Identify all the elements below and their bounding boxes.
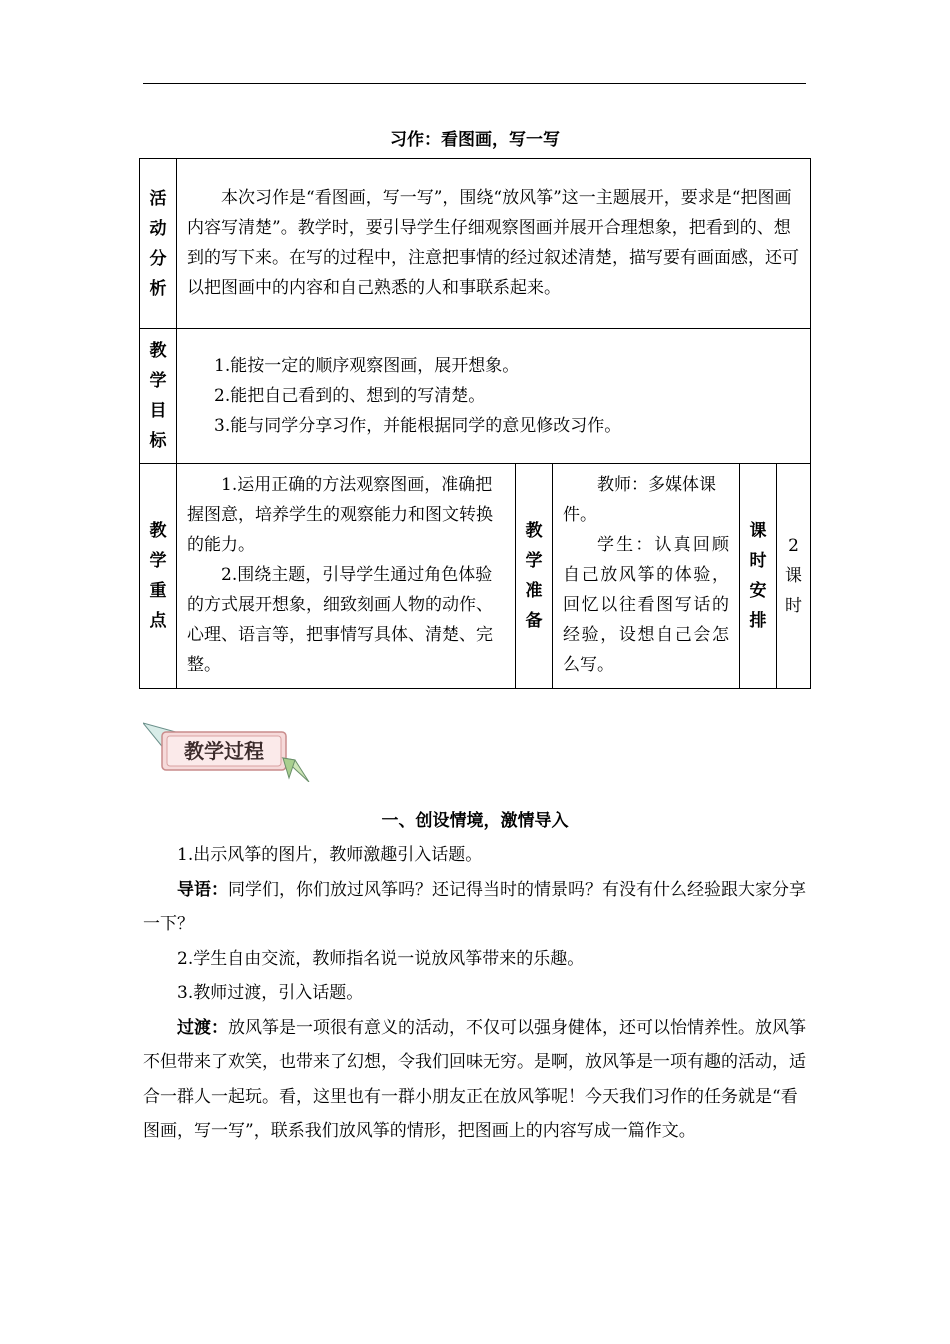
schedule-value: 2 课 时 [777,464,811,689]
goal-item: 2.能把自己看到的、想到的写清楚。 [214,386,486,406]
paper-plane-icon [143,720,311,782]
analysis-content [177,159,811,329]
prep-item: 学生：认真回顾自己放风筝的体验，回忆以往看图写话的经验，设想自己会怎么写。 [563,535,729,675]
prep-content [553,464,740,689]
step-1: 1.出示风筝的图片，教师激趣引入话题。 [177,845,483,865]
step-3: 3.教师过渡，引入话题。 [177,983,364,1003]
analysis-text: 本次习作是“看图画，写一写”，围绕“放风筝”这一主题展开，要求是“把图画内容写清楚”。教学时，要引导学生仔细观察图画并展开合理想象，把看到的、想到的写下来。在写的过程中，注意把事情的经过叙述清楚，描写要有画面感，还可以把图画中的内容和自己熟悉的人和事联系起来。 [187,187,799,298]
focus-content [177,464,516,689]
goal-item: 1.能按一定的顺序观察图画，展开想象。 [214,356,520,376]
lesson-plan-table [139,158,811,689]
goal-item: 3.能与同学分享习作，并能根据同学的意见修改习作。 [214,416,622,436]
stamp-text: 教学过程 [184,739,264,763]
transition-text: 放风筝是一项很有意义的活动，不仅可以强身健体，还可以怡情养性。放风筝不但带来了欢笑，也带来了幻想，令我们回味无穷。是啊，放风筝是一项有趣的活动，适合一群人一起玩。看，这里也有一群小朋友正在放风筝呢！今天我们习作的任务就是“看图画，写一写”，联系我们放风筝的情形，把图画上的内容写成一篇作文。 [143,1017,806,1141]
transition-paragraph [143,1011,806,1149]
analysis-row [140,159,811,329]
guide-text: 同学们，你们放过风筝吗？还记得当时的情景吗？有没有什么经验跟大家分享一下？ [143,879,806,934]
transition-label: 过渡： [177,1017,228,1038]
analysis-label: 活 动 分 析 [140,159,177,329]
focus-item: 1.运用正确的方法观察图画，准确把握图意，培养学生的观察能力和图文转换的能力。 [187,475,493,555]
section-body [143,838,806,1149]
focus-item: 2.围绕主题，引导学生通过角色体验的方式展开想象，细致刻画人物的动作、心理、语言等，把事情写具体、清楚、完整。 [187,565,493,675]
section-heading: 一、创设情境，激情导入 [381,811,569,831]
document-title: 习作：看图画，写一写 [390,130,560,150]
schedule-label: 课 时 安 排 [740,464,777,689]
prep-item: 教师：多媒体课件。 [563,475,716,525]
teaching-process-stamp [143,720,311,782]
goals-label: 教 学 目 标 [140,329,177,464]
step-2: 2.学生自由交流，教师指名说一说放风筝带来的乐趣。 [177,948,585,969]
focus-row [140,464,811,689]
focus-label: 教 学 重 点 [140,464,177,689]
guide-paragraph [143,873,806,942]
goals-row [140,329,811,464]
prep-label: 教 学 准 备 [516,464,553,689]
header-rule [143,83,806,84]
guide-label: 导语： [177,879,228,900]
goals-content [177,329,811,464]
